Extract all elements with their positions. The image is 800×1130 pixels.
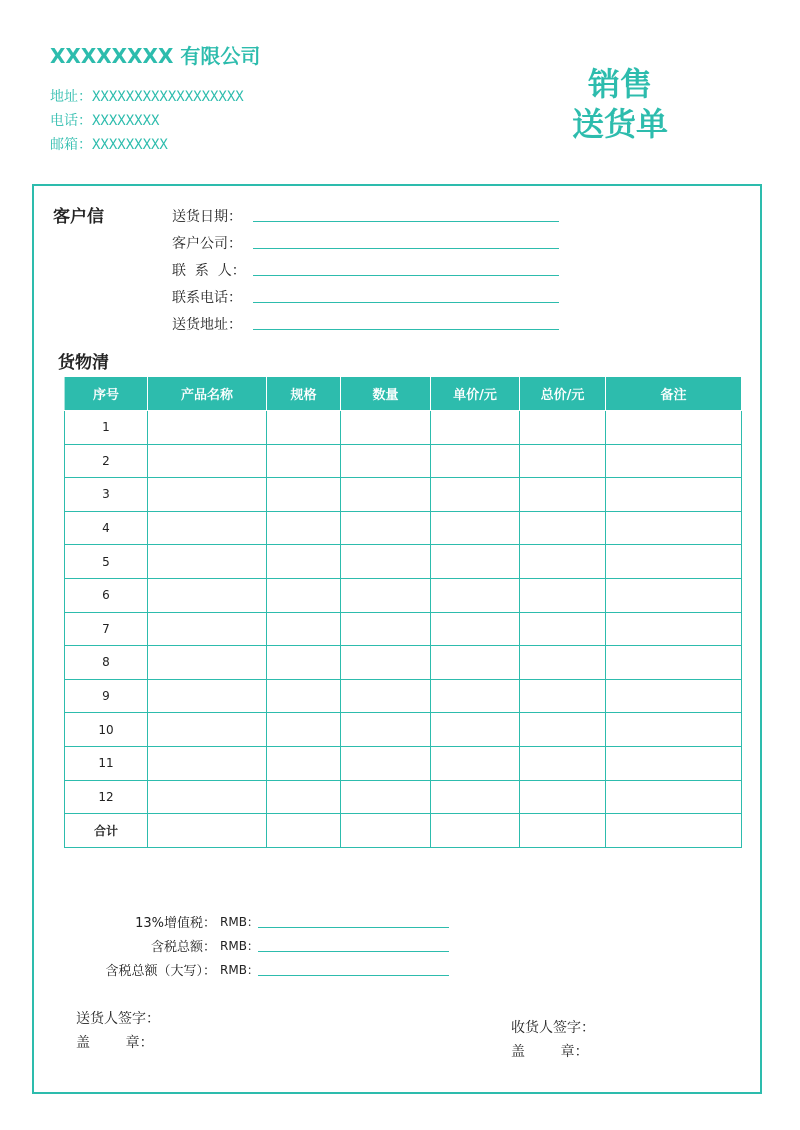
- cell-total-price[interactable]: [520, 780, 606, 814]
- contact-phone-field[interactable]: [253, 302, 559, 303]
- total-label: 合计: [65, 814, 148, 848]
- cell-remarks[interactable]: [606, 713, 742, 747]
- delivery-date-label: 送货日期：: [172, 209, 242, 225]
- cell-unit-price[interactable]: [431, 478, 520, 512]
- cell-remarks[interactable]: [606, 411, 742, 445]
- tax-inclusive-total-field[interactable]: [258, 951, 449, 952]
- cell-product-name[interactable]: [148, 679, 267, 713]
- cell-unit-price[interactable]: [431, 780, 520, 814]
- cell-product-name[interactable]: [148, 780, 267, 814]
- cell-index: 2: [65, 444, 148, 478]
- tax-inclusive-total-words-label: 含税总额（大写）：: [105, 964, 216, 979]
- cell-unit-price[interactable]: [431, 578, 520, 612]
- cell-total-price[interactable]: [520, 478, 606, 512]
- cell-remarks[interactable]: [606, 780, 742, 814]
- cell-unit-price[interactable]: [431, 511, 520, 545]
- goods-table: [64, 376, 742, 848]
- cell-spec[interactable]: [267, 679, 341, 713]
- customer-section-title: 客户信: [53, 207, 104, 227]
- vat-currency: RMB：: [220, 915, 259, 929]
- cell-unit-price[interactable]: [431, 411, 520, 445]
- table-row: [65, 478, 742, 512]
- cell-total-price[interactable]: [520, 679, 606, 713]
- cell-remarks[interactable]: [606, 511, 742, 545]
- tax-inclusive-total-words-currency: RMB：: [220, 963, 259, 977]
- cell-index: 9: [65, 679, 148, 713]
- total-cell-unit-price[interactable]: [431, 814, 520, 848]
- document-title-line2: 送货单: [571, 105, 668, 143]
- cell-product-name[interactable]: [148, 478, 267, 512]
- goods-table-header-row: [65, 377, 742, 411]
- table-row: [65, 578, 742, 612]
- cell-quantity[interactable]: [341, 411, 431, 445]
- cell-spec[interactable]: [267, 444, 341, 478]
- cell-product-name[interactable]: [148, 746, 267, 780]
- cell-product-name[interactable]: [148, 444, 267, 478]
- document-title: [550, 64, 690, 144]
- cell-total-price[interactable]: [520, 746, 606, 780]
- cell-remarks[interactable]: [606, 444, 742, 478]
- total-cell-spec[interactable]: [267, 814, 341, 848]
- contact-person-label: 联 系 人：: [172, 263, 246, 279]
- cell-unit-price[interactable]: [431, 545, 520, 579]
- cell-total-price[interactable]: [520, 578, 606, 612]
- table-row: [65, 679, 742, 713]
- cell-unit-price[interactable]: [431, 444, 520, 478]
- cell-remarks[interactable]: [606, 478, 742, 512]
- cell-remarks[interactable]: [606, 545, 742, 579]
- cell-spec[interactable]: [267, 411, 341, 445]
- cell-spec[interactable]: [267, 612, 341, 646]
- total-cell-remarks[interactable]: [606, 814, 742, 848]
- goods-section-title: 货物清: [58, 353, 109, 373]
- cell-spec[interactable]: [267, 478, 341, 512]
- cell-quantity[interactable]: [341, 511, 431, 545]
- cell-product-name[interactable]: [148, 646, 267, 680]
- col-header-index: 序号: [65, 377, 148, 411]
- cell-quantity[interactable]: [341, 780, 431, 814]
- table-row: [65, 444, 742, 478]
- receiver-stamp-label: 盖 章：: [511, 1044, 589, 1060]
- table-row: [65, 713, 742, 747]
- cell-unit-price[interactable]: [431, 713, 520, 747]
- table-total-row: [65, 814, 742, 848]
- company-phone: 电话：XXXXXXXX: [50, 113, 160, 129]
- vat-field[interactable]: [258, 927, 449, 928]
- cell-total-price[interactable]: [520, 511, 606, 545]
- delivery-address-label: 送货地址：: [172, 317, 242, 333]
- cell-index: 7: [65, 612, 148, 646]
- cell-product-name[interactable]: [148, 411, 267, 445]
- tax-inclusive-total-label: 含税总额：: [150, 940, 216, 955]
- tax-inclusive-total-words-field[interactable]: [258, 975, 449, 976]
- contact-person-field[interactable]: [253, 275, 559, 276]
- cell-spec[interactable]: [267, 780, 341, 814]
- table-row: [65, 411, 742, 445]
- cell-unit-price[interactable]: [431, 679, 520, 713]
- delivery-address-field[interactable]: [253, 329, 559, 330]
- cell-product-name[interactable]: [148, 511, 267, 545]
- cell-quantity[interactable]: [341, 746, 431, 780]
- cell-remarks[interactable]: [606, 578, 742, 612]
- cell-unit-price[interactable]: [431, 612, 520, 646]
- cell-spec[interactable]: [267, 746, 341, 780]
- document-title-line1: 销售: [587, 65, 652, 103]
- company-name: XXXXXXXX 有限公司: [50, 44, 261, 68]
- cell-index: 4: [65, 511, 148, 545]
- cell-remarks[interactable]: [606, 646, 742, 680]
- cell-unit-price[interactable]: [431, 646, 520, 680]
- cell-remarks[interactable]: [606, 679, 742, 713]
- cell-spec[interactable]: [267, 578, 341, 612]
- cell-product-name[interactable]: [148, 545, 267, 579]
- delivery-date-field[interactable]: [253, 221, 559, 222]
- cell-quantity[interactable]: [341, 713, 431, 747]
- company-email: 邮箱：XXXXXXXXX: [50, 137, 168, 153]
- cell-product-name[interactable]: [148, 713, 267, 747]
- sender-signature-label: 送货人签字：: [76, 1011, 160, 1027]
- cell-index: 8: [65, 646, 148, 680]
- vat-label: 13%增值税：: [135, 916, 216, 931]
- table-row: [65, 511, 742, 545]
- col-header-quantity: 数量: [341, 377, 431, 411]
- col-header-total-price: 总价/元: [520, 377, 606, 411]
- cell-quantity[interactable]: [341, 478, 431, 512]
- cell-total-price[interactable]: [520, 444, 606, 478]
- cell-index: 3: [65, 478, 148, 512]
- cell-index: 1: [65, 411, 148, 445]
- customer-company-field[interactable]: [253, 248, 559, 249]
- cell-quantity[interactable]: [341, 612, 431, 646]
- cell-total-price[interactable]: [520, 646, 606, 680]
- cell-total-price[interactable]: [520, 612, 606, 646]
- cell-unit-price[interactable]: [431, 746, 520, 780]
- cell-product-name[interactable]: [148, 612, 267, 646]
- cell-product-name[interactable]: [148, 578, 267, 612]
- cell-remarks[interactable]: [606, 746, 742, 780]
- cell-index: 10: [65, 713, 148, 747]
- cell-quantity[interactable]: [341, 545, 431, 579]
- total-cell-quantity[interactable]: [341, 814, 431, 848]
- company-address: 地址：XXXXXXXXXXXXXXXXXX: [50, 89, 244, 105]
- table-row: [65, 746, 742, 780]
- cell-index: 11: [65, 746, 148, 780]
- col-header-product-name: 产品名称: [148, 377, 267, 411]
- cell-index: 6: [65, 578, 148, 612]
- cell-quantity[interactable]: [341, 646, 431, 680]
- col-header-remarks: 备注: [606, 377, 742, 411]
- cell-total-price[interactable]: [520, 411, 606, 445]
- tax-inclusive-total-currency: RMB：: [220, 939, 259, 953]
- table-row: [65, 646, 742, 680]
- cell-spec[interactable]: [267, 646, 341, 680]
- total-cell-total-price[interactable]: [520, 814, 606, 848]
- table-row: [65, 780, 742, 814]
- cell-quantity[interactable]: [341, 444, 431, 478]
- cell-spec[interactable]: [267, 511, 341, 545]
- receiver-signature-label: 收货人签字：: [511, 1020, 595, 1036]
- cell-quantity[interactable]: [341, 679, 431, 713]
- cell-quantity[interactable]: [341, 578, 431, 612]
- contact-phone-label: 联系电话：: [172, 290, 242, 306]
- cell-remarks[interactable]: [606, 612, 742, 646]
- sender-stamp-label: 盖 章：: [76, 1035, 154, 1051]
- form-frame: [32, 184, 762, 1094]
- cell-index: 12: [65, 780, 148, 814]
- cell-spec[interactable]: [267, 713, 341, 747]
- table-row: [65, 545, 742, 579]
- cell-total-price[interactable]: [520, 545, 606, 579]
- cell-spec[interactable]: [267, 545, 341, 579]
- total-cell-product-name[interactable]: [148, 814, 267, 848]
- customer-company-label: 客户公司：: [172, 236, 242, 252]
- col-header-unit-price: 单价/元: [431, 377, 520, 411]
- cell-index: 5: [65, 545, 148, 579]
- col-header-spec: 规格: [267, 377, 341, 411]
- table-row: [65, 612, 742, 646]
- cell-total-price[interactable]: [520, 713, 606, 747]
